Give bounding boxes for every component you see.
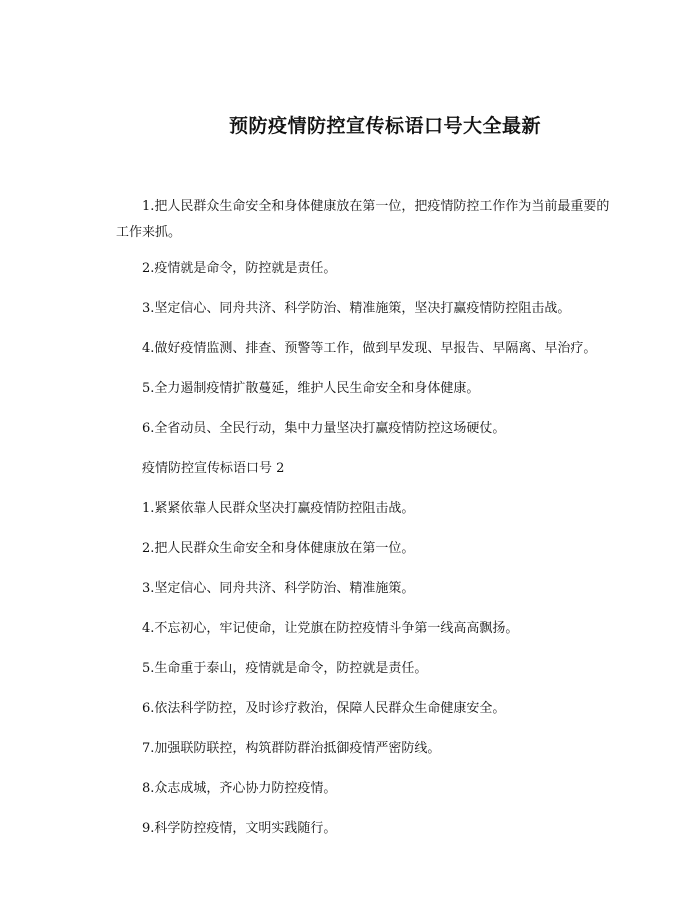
paragraph: 8.众志成城，齐心协力防控疫情。 [142, 781, 337, 796]
paragraph: 3.坚定信心、同舟共济、科学防治、精准施策，坚决打赢疫情防控阻击战。 [142, 301, 571, 316]
document-body [116, 194, 616, 858]
paragraph: 2.疫情就是命令，防控就是责任。 [142, 261, 337, 276]
paragraph: 5.生命重于泰山，疫情就是命令，防控就是责任。 [142, 661, 428, 676]
document-title: 预防疫情防控宣传标语口号大全最新 [228, 115, 541, 137]
paragraph: 1.把人民群众生命安全和身体健康放在第一位，把疫情防控工作作为当前最重要的工作来抓。 [116, 199, 610, 240]
paragraph: 6.依法科学防控，及时诊疗救治，保障人民群众生命健康安全。 [142, 701, 506, 716]
paragraph: 3.坚定信心、同舟共济、科学防治、精准施策。 [142, 581, 415, 596]
paragraph: 1.紧紧依靠人民群众坚决打赢疫情防控阻击战。 [142, 501, 415, 516]
paragraph: 4.不忘初心，牢记使命，让党旗在防控疫情斗争第一线高高飘扬。 [142, 621, 519, 636]
paragraph: 9.科学防控疫情，文明实践随行。 [142, 821, 337, 836]
paragraph: 6.全省动员、全民行动，集中力量坚决打赢疫情防控这场硬仗。 [142, 421, 506, 436]
paragraph: 2.把人民群众生命安全和身体健康放在第一位。 [142, 541, 415, 556]
paragraph: 7.加强联防联控，构筑群防群治抵御疫情严密防线。 [142, 741, 441, 756]
section-heading: 疫情防控宣传标语口号 2 [142, 461, 285, 476]
paragraph: 5.全力遏制疫情扩散蔓延，维护人民生命安全和身体健康。 [142, 381, 480, 396]
paragraph: 4.做好疫情监测、排查、预警等工作，做到早发现、早报告、早隔离、早治疗。 [142, 341, 597, 356]
